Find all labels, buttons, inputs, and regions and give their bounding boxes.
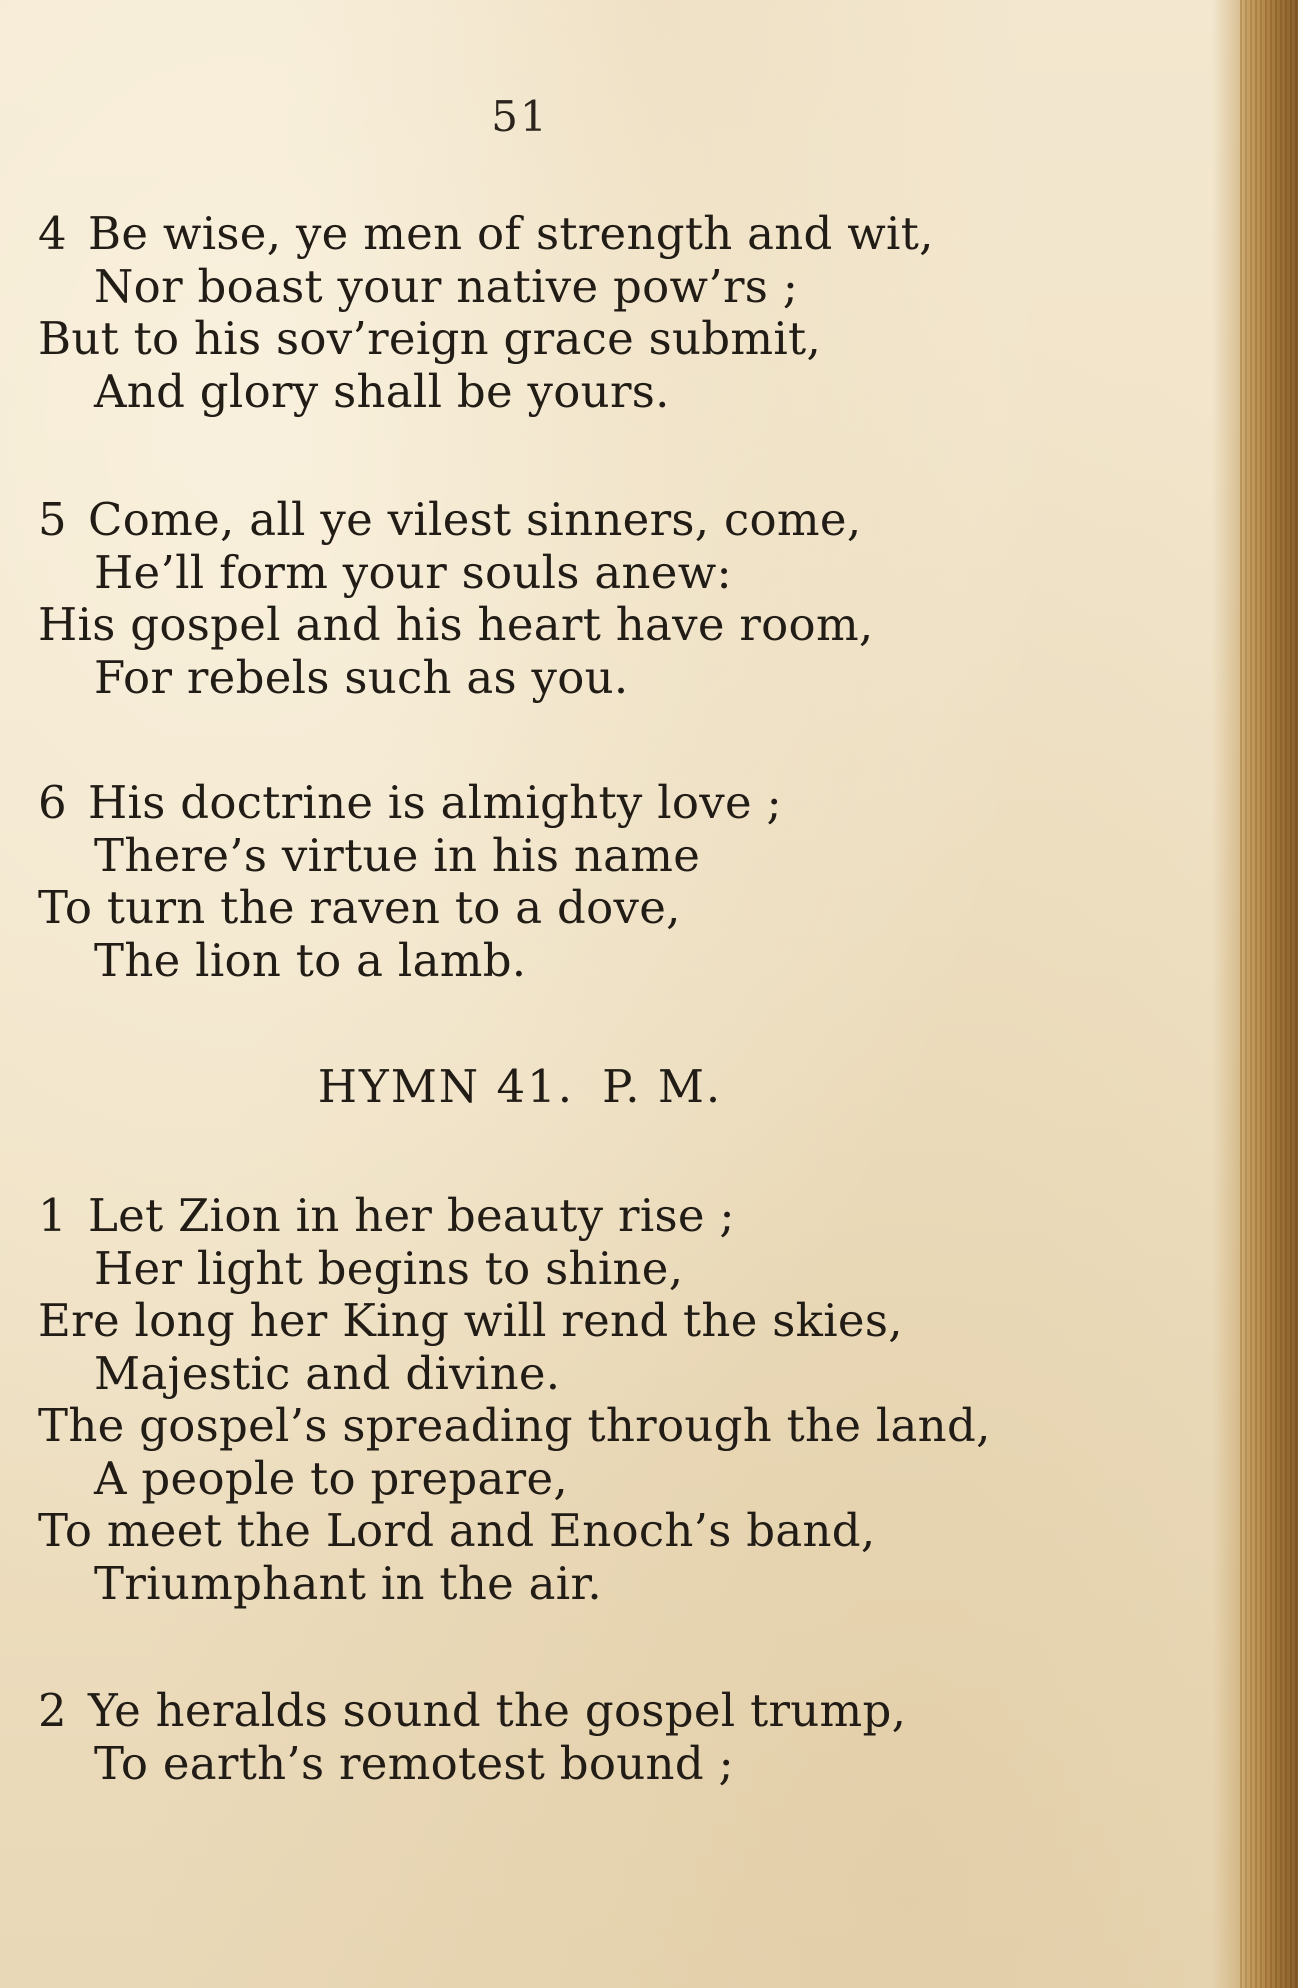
hymn-heading <box>0 1060 1040 1113</box>
hymn-verse-1 <box>38 1190 998 1610</box>
verse-line: And glory shall be yours. <box>94 364 670 418</box>
hymn-title: HYMN 41. <box>317 1060 575 1113</box>
verse-line: To meet the Lord and Enoch’s band, <box>38 1504 876 1557</box>
page-edge-shadow <box>1212 0 1240 1988</box>
verse-line-text: Ye heralds sound the gospel trump, <box>88 1684 907 1737</box>
page-number: 51 <box>491 92 549 141</box>
verse-line: Ere long her King will rend the skies, <box>38 1294 903 1347</box>
verse-line: The gospel’s spreading through the land, <box>38 1399 991 1452</box>
verse-number: 4 <box>38 207 67 260</box>
verse-line-text: Come, all ye vilest sinners, come, <box>88 493 862 546</box>
verse-line <box>38 494 998 547</box>
hymn-meter: P. M. <box>602 1060 723 1113</box>
verse-line: Triumphant in the air. <box>94 1556 602 1610</box>
verse-5 <box>38 494 998 704</box>
verse-line: To earth’s remotest bound ; <box>94 1736 734 1790</box>
verse-number: 1 <box>38 1189 67 1242</box>
verse-line: A people to prepare, <box>94 1451 568 1505</box>
verse-6 <box>38 777 998 987</box>
verse-line: Majestic and divine. <box>94 1346 561 1400</box>
verse-line: To turn the raven to a dove, <box>38 881 681 934</box>
verse-line <box>38 208 998 261</box>
verse-number: 6 <box>38 776 67 829</box>
verse-line: His gospel and his heart have room, <box>38 598 874 651</box>
verse-line: He’ll form your souls anew: <box>94 545 732 599</box>
verse-line <box>38 1190 998 1243</box>
verse-line-text: His doctrine is almighty love ; <box>88 776 783 829</box>
verse-line: Nor boast your native pow’rs ; <box>94 259 799 313</box>
book-spine <box>1240 0 1298 1988</box>
verse-line: There’s virtue in his name <box>94 828 701 882</box>
hymn-verse-2 <box>38 1685 998 1790</box>
verse-line: Her light begins to shine, <box>94 1241 684 1295</box>
verse-line: The lion to a lamb. <box>94 933 527 987</box>
verse-line-text: Be wise, ye men of strength and wit, <box>88 207 934 260</box>
verse-number: 2 <box>38 1684 67 1737</box>
verse-4 <box>38 208 998 418</box>
verse-number: 5 <box>38 493 67 546</box>
verse-line: But to his sov’reign grace submit, <box>38 312 822 365</box>
verse-line: For rebels such as you. <box>94 650 629 704</box>
verse-line-text: Let Zion in her beauty rise ; <box>88 1189 735 1242</box>
verse-line <box>38 1685 998 1738</box>
verse-line <box>38 777 998 830</box>
